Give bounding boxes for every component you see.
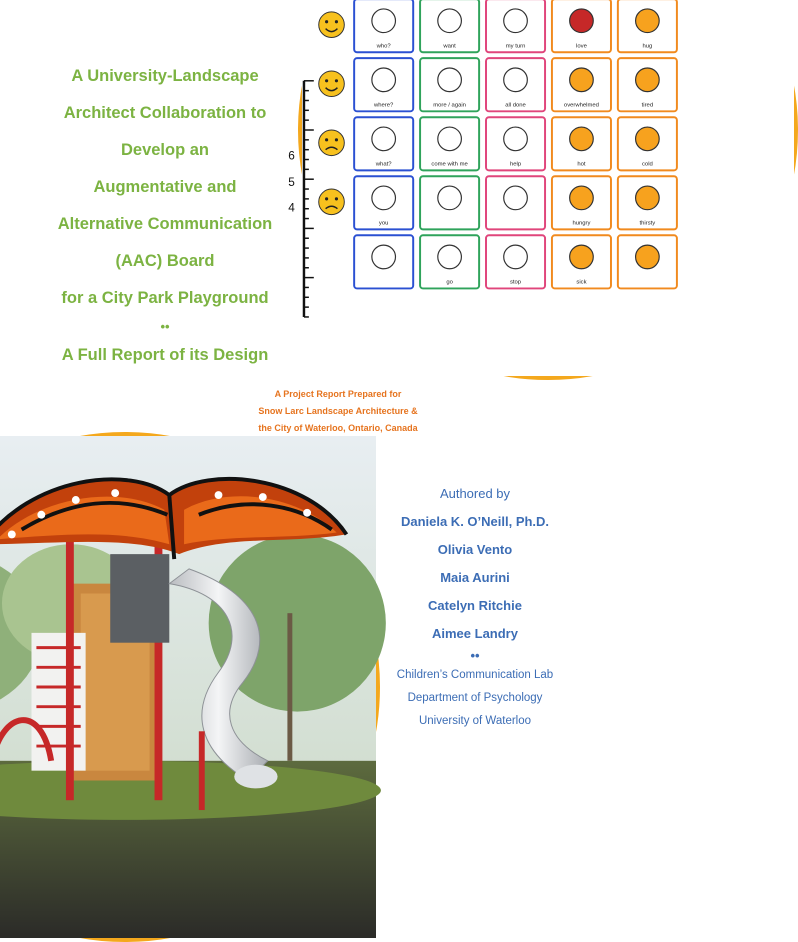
aac-symbol-cell: [552, 117, 611, 170]
aac-symbol-cell: [552, 235, 611, 288]
playground-photo: [0, 432, 380, 942]
department-name: Department of Psychology: [407, 692, 543, 704]
symbol-label: stop: [509, 279, 522, 286]
aac-symbol-cell: [486, 58, 545, 111]
aac-symbol-cell: [354, 117, 413, 170]
title-line: Augmentative and: [93, 178, 237, 196]
ruler-label: 4: [288, 200, 295, 215]
aac-symbol-cell: [486, 235, 545, 288]
aac-symbol-cell: [486, 117, 545, 170]
symbol-label: sick: [576, 279, 587, 286]
symbol-label: hot: [577, 161, 586, 168]
symbol-label: hungry: [572, 220, 591, 227]
aac-symbol-cell: [486, 176, 545, 229]
title-line: Architect Collaboration to: [63, 104, 267, 122]
university-name: University of Waterloo: [418, 715, 532, 727]
aac-symbol-cell: [618, 176, 677, 229]
symbol-icon: [636, 9, 660, 33]
authors-separator: ••: [470, 648, 480, 663]
aac-symbol-cell: [618, 235, 677, 288]
author-name: Olivia Vento: [437, 542, 513, 557]
prepared-line: Snow Larc Landscape Architecture &: [258, 406, 418, 416]
symbol-label: want: [443, 43, 456, 50]
symbol-icon: [636, 186, 660, 210]
aac-symbol-cell: [618, 58, 677, 111]
aac-symbol-cell: [420, 235, 479, 288]
symbol-icon: [636, 127, 660, 151]
emotion-face-icon: [319, 130, 345, 156]
emotion-face-icon: [319, 189, 345, 215]
symbol-label: go: [446, 279, 453, 286]
symbol-icon: [636, 68, 660, 92]
symbol-label: tired: [641, 102, 654, 109]
symbol-icon: [636, 245, 660, 269]
aac-symbol-cell: [552, 0, 611, 52]
aac-symbol-cell: [420, 176, 479, 229]
aac-board-image: [288, 0, 798, 380]
prepared-line: A Project Report Prepared for: [274, 389, 402, 399]
aac-symbol-cell: [552, 58, 611, 111]
symbol-icon: [570, 186, 594, 210]
symbol-label: help: [509, 161, 522, 168]
author-name: Catelyn Ritchie: [428, 598, 522, 613]
symbol-label: you: [378, 220, 389, 227]
symbol-label: come with me: [431, 161, 468, 168]
aac-symbol-cell: [552, 176, 611, 229]
authors-heading: Authored by: [439, 486, 511, 501]
title-line: (AAC) Board: [115, 252, 215, 270]
author-name: Maia Aurini: [440, 570, 510, 585]
aac-symbol-cell: [420, 0, 479, 52]
symbol-label: overwhelmed: [563, 102, 599, 109]
aac-symbol-cell: [486, 0, 545, 52]
aac-symbol-cell: [618, 0, 677, 52]
author-name: Daniela K. O’Neill, Ph.D.: [400, 514, 550, 529]
title-subtitle: A Full Report of its Design: [61, 346, 269, 364]
aac-symbol-cell: [618, 117, 677, 170]
symbol-icon: [570, 9, 594, 33]
symbol-label: what?: [375, 161, 392, 168]
prepared-line: the City of Waterloo, Ontario, Canada: [258, 423, 418, 433]
symbol-label: where?: [374, 102, 394, 109]
report-title: [0, 58, 330, 374]
title-line: for a City Park Playground: [61, 289, 269, 307]
author-name: Aimee Landry: [432, 626, 518, 641]
symbol-icon: [570, 245, 594, 269]
title-line: Alternative Communication: [57, 215, 273, 233]
symbol-label: hug: [642, 43, 653, 50]
symbol-label: my turn: [505, 43, 526, 50]
ruler-label: 6: [288, 148, 295, 163]
aac-board: [288, 0, 794, 376]
symbol-label: cold: [641, 161, 653, 168]
title-separator: ••: [160, 319, 170, 334]
title-line: A University-Landscape: [71, 67, 259, 85]
symbol-label: thirsty: [639, 220, 656, 227]
lab-name: Children’s Communication Lab: [396, 669, 554, 681]
symbol-label: who?: [376, 43, 391, 50]
symbol-label: all done: [505, 102, 526, 109]
aac-symbol-cell: [354, 0, 413, 52]
symbol-label: love: [576, 43, 587, 50]
aac-symbol-cell: [420, 117, 479, 170]
playground-illustration: [0, 436, 376, 938]
symbol-icon: [570, 68, 594, 92]
authors-block: [360, 480, 590, 733]
symbol-icon: [570, 127, 594, 151]
ruler-label: 5: [288, 175, 295, 190]
aac-symbol-cell: [420, 58, 479, 111]
emotion-face-icon: [319, 71, 345, 97]
title-line: Develop an: [120, 141, 210, 159]
aac-symbol-cell: [354, 235, 413, 288]
symbol-label: more / again: [433, 102, 466, 109]
aac-symbol-cell: [354, 176, 413, 229]
aac-symbol-cell: [354, 58, 413, 111]
emotion-face-icon: [319, 12, 345, 38]
